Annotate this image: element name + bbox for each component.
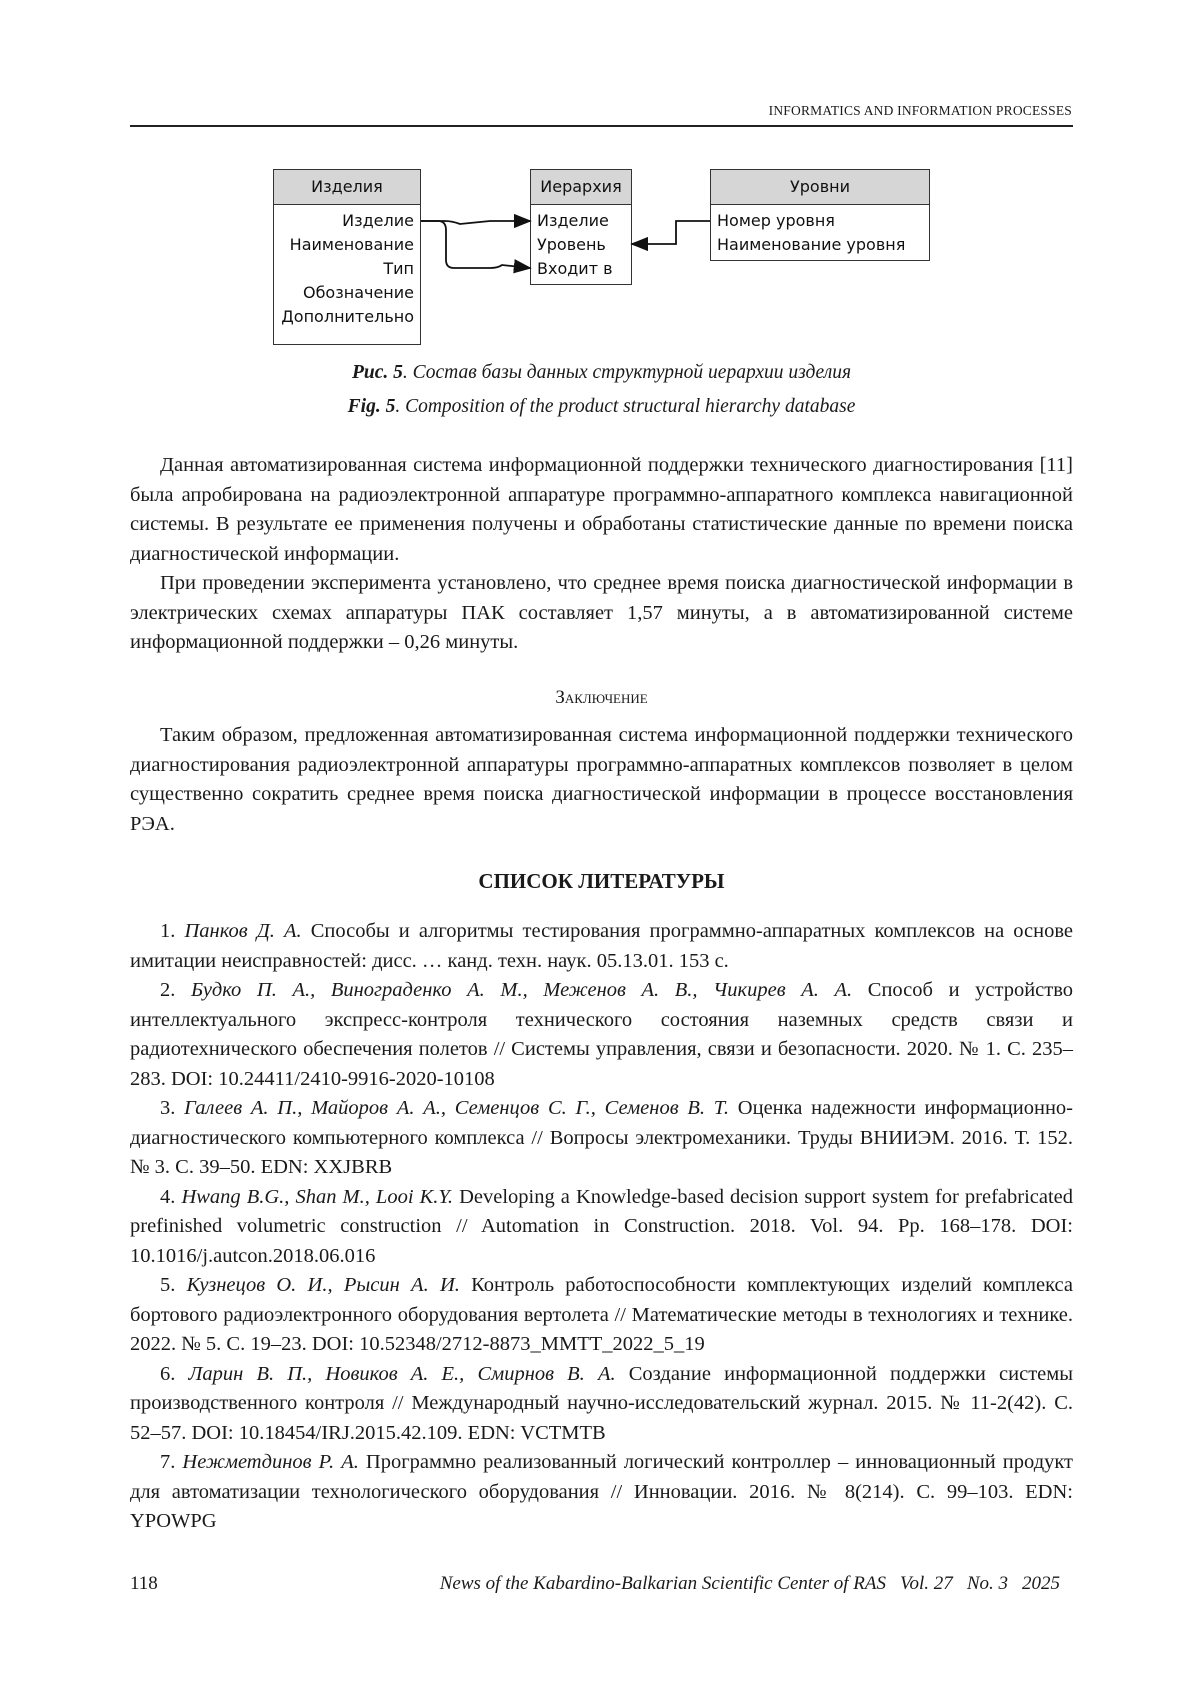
figure-caption-en xyxy=(130,396,1073,418)
reference-number: 1. xyxy=(160,920,176,942)
journal-volume: Vol. 27 xyxy=(900,1573,953,1594)
caption-en-label: Fig. 5 xyxy=(347,396,396,417)
reference-authors: Будко П. А., Винограденко А. М., Меженов А. В., Чикирев А. А. xyxy=(191,979,853,1001)
reference-number: 6. xyxy=(160,1362,176,1385)
field-hier-parent: Входит в xyxy=(537,259,613,278)
link-levels-to-hierarchy xyxy=(632,221,710,244)
figure-caption-ru xyxy=(130,362,1073,384)
field-hier-level: Уровень xyxy=(537,235,606,254)
body-paragraph-2: При проведении эксперимента установлено, что среднее время поиска диагностической информации в электрических схемах аппаратуры ПАК составляет 1,57 минуты, а в автоматизированной системе информационной поддержки – 0,26 минуты. xyxy=(130,572,1073,653)
references-list xyxy=(130,917,1073,1537)
table-hierarchy-title: Иерархия xyxy=(531,170,631,205)
table-products-title: Изделия xyxy=(274,170,420,205)
reference-text: Контроль работоспособности комплектующих изделий комплекса бортового радиоэлектронного оборудования вертолета // Математические методы в технологиях и технике. 2022. № 5. С. 19–23. DOI: 10.52348/2712-8873_MMTT_2022_5_19 xyxy=(130,1274,1073,1355)
journal-name: News of the Kabardino-Balkarian Scientific Center of RAS xyxy=(439,1573,887,1594)
field-designation: Обозначение xyxy=(302,283,414,302)
running-head: INFORMATICS AND INFORMATION PROCESSES xyxy=(768,103,1072,118)
caption-ru-text: . Состав базы данных структурной иерархии изделия xyxy=(402,362,852,383)
reference-item xyxy=(130,1448,1073,1537)
reference-item xyxy=(130,1360,1073,1449)
reference-number: 3. xyxy=(160,1097,176,1119)
schema-diagram xyxy=(130,160,1073,360)
field-name: Наименование xyxy=(289,235,414,254)
reference-authors: Панков Д. А. xyxy=(184,920,302,942)
reference-item xyxy=(130,1094,1073,1183)
reference-number: 5. xyxy=(160,1274,176,1296)
reference-number: 4. xyxy=(160,1185,176,1208)
reference-authors: Ларин В. П., Новиков А. Е., Смирнов В. А. xyxy=(188,1362,616,1385)
field-additional: Дополнительно xyxy=(281,307,414,326)
reference-item xyxy=(130,917,1073,976)
caption-ru-label: Рис. 5 xyxy=(351,362,403,383)
field-product: Изделие xyxy=(342,211,414,230)
link-product-to-parent xyxy=(421,221,530,268)
reference-text: Способы и алгоритмы тестирования программно-аппаратных комплексов на основе имитации неисправностей: дисс. … канд. техн. наук. 05.13.01. 153 с. xyxy=(130,920,1074,972)
reference-text: Developing a Knowledge-based decision support system for prefabricated prefinished volumetric construction // Automation in Construction. 2018. Vol. 94. Pp. 168–178. DOI: 10.1016/j.autcon.2018.06.016 xyxy=(130,1185,1074,1267)
header-rule xyxy=(130,125,1073,127)
field-hier-product: Изделие xyxy=(537,211,609,230)
field-type: Тип xyxy=(383,259,414,278)
conclusion-heading: Заключение xyxy=(555,687,648,708)
table-levels-title: Уровни xyxy=(711,170,929,205)
reference-item xyxy=(130,1183,1073,1272)
journal-year: 2025 xyxy=(1022,1573,1060,1594)
reference-item xyxy=(130,976,1073,1094)
reference-number: 2. xyxy=(160,979,176,1001)
relationship-links xyxy=(130,160,1073,360)
references-heading: СПИСОК ЛИТЕРАТУРЫ xyxy=(478,869,725,893)
reference-text: Создание информационной поддержки системы производственного контроля // Международный научно-исследовательский журнал. 2015. № 11-2(42). С. 52–57. DOI: 10.18454/IRJ.2015.42.109. EDN: VCTMTB xyxy=(130,1362,1073,1444)
reference-authors: Hwang B.G., Shan M., Looi K.Y. xyxy=(181,1185,454,1208)
reference-authors: Галеев А. П., Майоров А. А., Семенцов С. Г., Семенов В. Т. xyxy=(184,1097,730,1119)
journal-issue: No. 3 xyxy=(966,1573,1008,1594)
caption-en-text: . Composition of the product structural hierarchy database xyxy=(395,396,856,417)
reference-authors: Кузнецов О. И., Рысин А. И. xyxy=(186,1274,460,1296)
reference-item xyxy=(130,1271,1073,1360)
reference-text: Способ и устройство интеллектуального экспресс-контроля технического состояния наземных средств связи и радиотехнического обеспечения полетов // Системы управления, связи и безопасности. 2020. № 1. С. 235–283. DOI: 10.24411/2410-9916-2020-10108 xyxy=(130,979,1074,1090)
page-number: 118 xyxy=(130,1573,158,1594)
conclusion-paragraph: Таким образом, предложенная автоматизированная система информационной поддержки технического диагностирования радиоэлектронной аппаратуры программно-аппаратных комплексов позволяет в целом существенно сократить среднее время поиска диагностической информации в процессе восстановления РЭА. xyxy=(130,724,1073,835)
field-level-name: Наименование уровня xyxy=(717,235,906,254)
reference-text: Программно реализованный логический контроллер – инновационный продукт для автоматизации технологического оборудования // Инновации. 2016. № 8(214). С. 99–103. EDN: YPOWPG xyxy=(130,1451,1074,1532)
reference-text: Оценка надежности информационно-диагностического компьютерного комплекса // Вопросы электромеханики. Труды ВНИИЭМ. 2016. Т. 152. № 3. С. 39–50. EDN: XXJBRB xyxy=(130,1097,1074,1178)
reference-authors: Нежметдинов Р. А. xyxy=(182,1451,359,1473)
field-level-number: Номер уровня xyxy=(717,211,835,230)
body-paragraph-1: Данная автоматизированная система информационной поддержки технического диагностирования [11] была апробирована на радиоэлектронной аппаратуре программно-аппаратного комплекса навигационной системы. В результате ее применения получены и обработаны статистические данные по времени поиска диагностической информации. xyxy=(130,454,1073,565)
reference-number: 7. xyxy=(160,1451,176,1473)
journal-footer xyxy=(440,1573,1060,1595)
